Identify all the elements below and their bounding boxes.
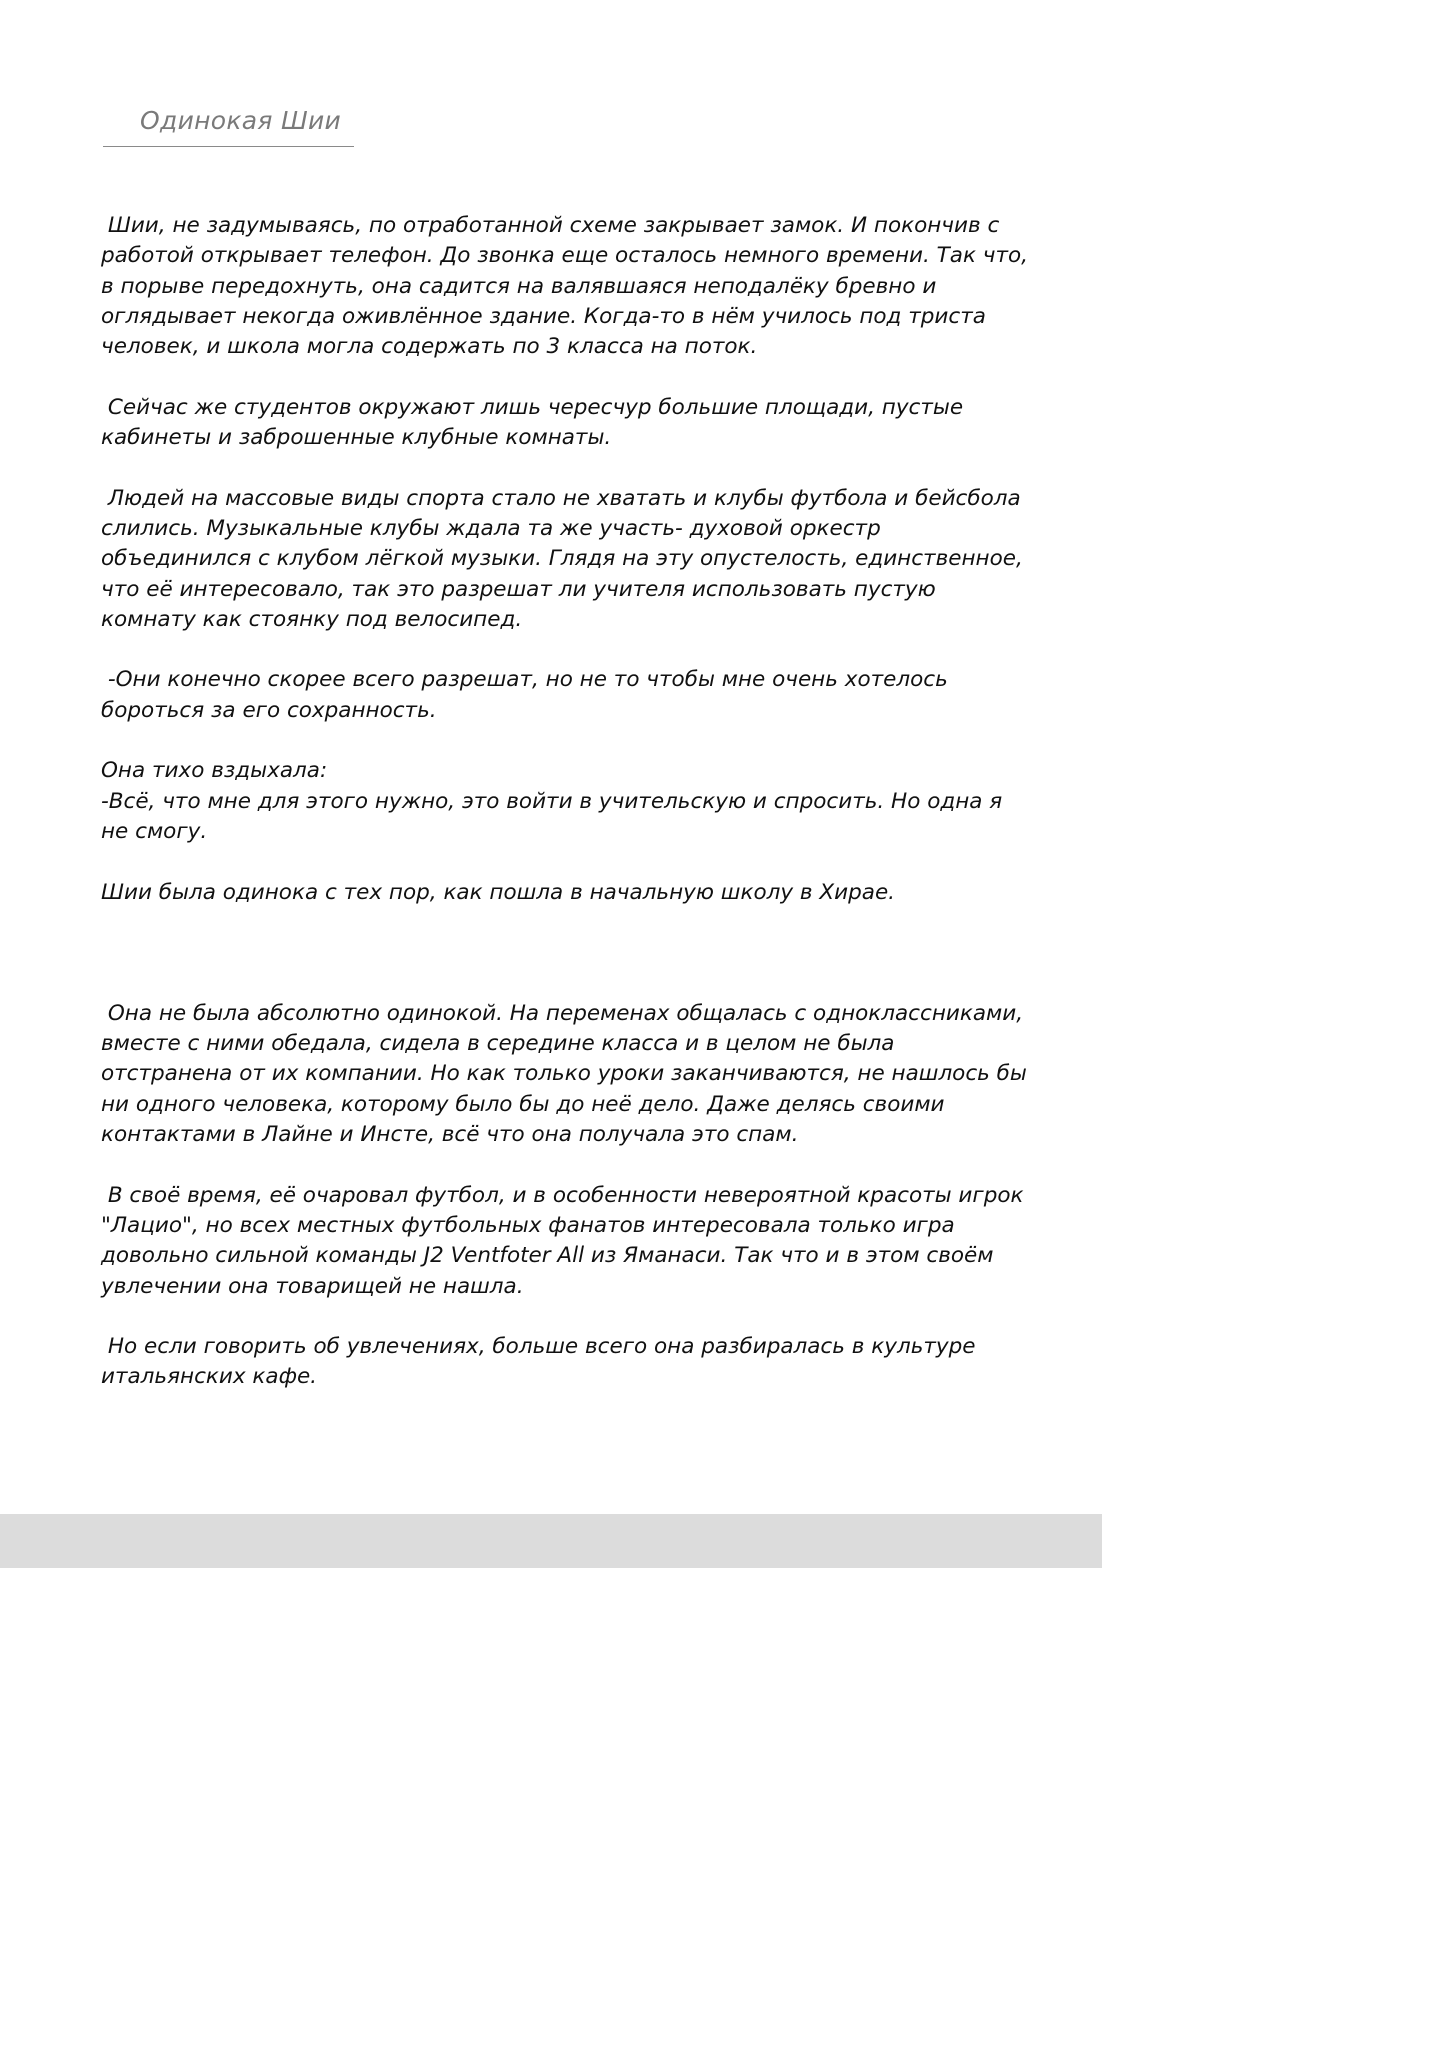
paragraph: Она не была абсолютно одинокой. На переменах общалась с одноклассниками, вместе с ними обедала, сидела в середине класса и в целом не была отстранена от их компании. Но как только уроки заканчиваются, не нашлось бы ни одного человека, которому было бы до неё дело. Даже делясь своими контактами в Лайне и Инсте, всё что она получала это спам. [101, 1000, 1034, 1148]
title-underline [103, 146, 354, 147]
paragraph: В своё время, её очаровал футбол, и в особенности невероятной красоты игрок "Лацио", но всех местных футбольных фанатов интересовала только игра довольно сильной команды J2 Ventfoter All из Яманаси. Так что и в этом своём увлечении она товарищей не нашла. [101, 1182, 1031, 1299]
paragraph: Шии, не задумываясь, по отработанной схеме закрывает замок. И покончив с работой открывает телефон. До звонка еще осталось немного времени. Так что, в порыве передохнуть, она садится на валявшаяся неподалёку бревно и оглядывает некогда оживлённое здание. Когда-то в нём училось под триста человек, и школа могла содержать по 3 класса на поток. [101, 213, 1035, 360]
chapter-title: Одинокая Шии [140, 106, 342, 135]
paragraph: -Они конечно скорее всего разрешат, но не то чтобы мне очень хотелось бороться за его сохранность. [101, 667, 955, 723]
story-body [101, 211, 1035, 1423]
footer-band [0, 1514, 1102, 1568]
paragraph: Людей на массовые виды спорта стало не хватать и клубы футбола и бейсбола слились. Музыкальные клубы ждала та же участь- духовой оркестр объединился с клубом лёгкой музыки. Глядя на эту опустелость, единственное, что её интересовало, так это разрешат ли учителя использовать пустую комнату как стоянку под велосипед. [101, 485, 1030, 632]
paragraph: Шии была одинока с тех пор, как пошла в начальную школу в Хирае. [101, 879, 896, 905]
paragraph: Она тихо вздыхала: -Всё, что мне для этого нужно, это войти в учительскую и спросить. Но одна я не смогу. [101, 758, 1003, 844]
paragraph: Сейчас же студентов окружают лишь чересчур большие площади, пустые кабинеты и заброшенные клубные комнаты. [101, 394, 970, 451]
paragraph: Но если говорить об увлечениях, больше всего она разбиралась в культуре итальянских кафе. [101, 1334, 983, 1390]
